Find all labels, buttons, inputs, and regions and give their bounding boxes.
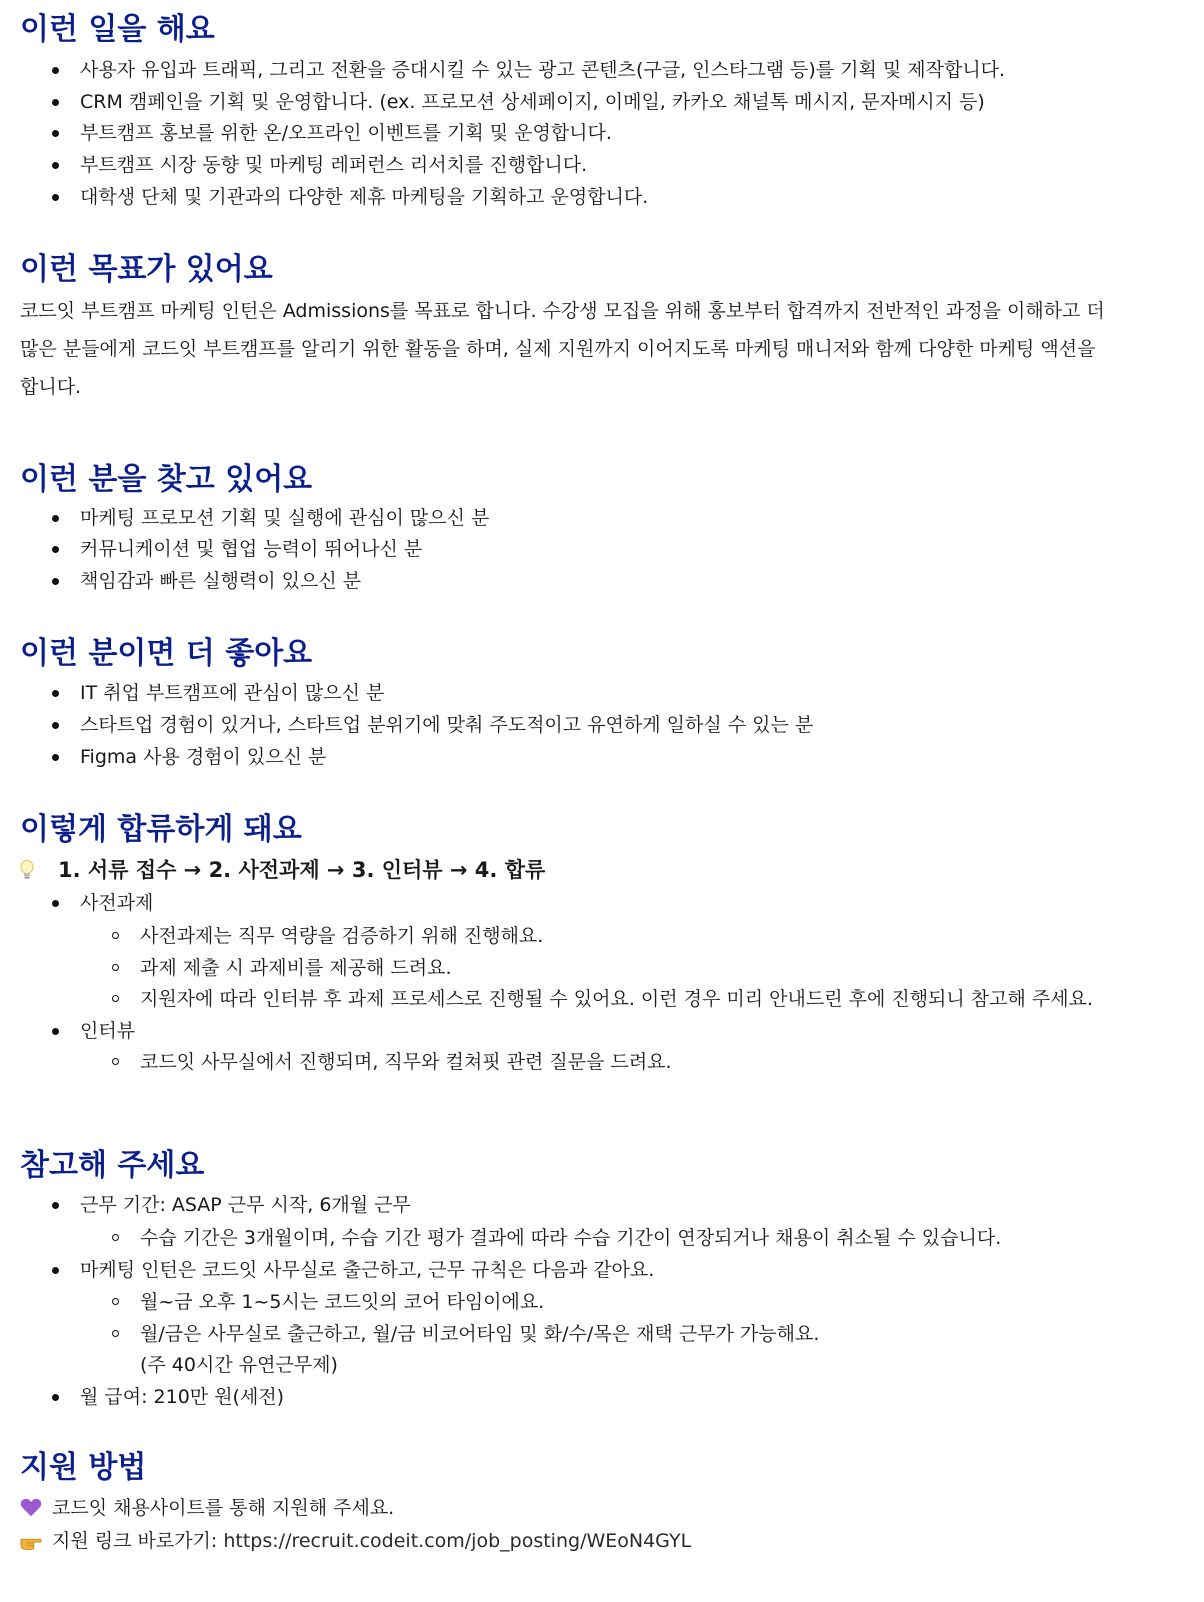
process-steps: 1. 서류 접수 → 2. 사전과제 → 3. 인터뷰 → 4. 합류	[20, 855, 545, 885]
circle-bullet-icon	[112, 1330, 119, 1337]
bullet-icon	[52, 690, 59, 697]
goal-line: 많은 분들에게 코드잇 부트캠프를 알리기 위한 활동을 하며, 실제 지원까지 이어지도록 마케팅 매니저와 함께 다양한 마케팅 액션을	[20, 338, 1096, 360]
circle-bullet-icon	[112, 1298, 119, 1305]
bullet-icon	[52, 194, 59, 201]
section-title-goal: 이런 목표가 있어요	[20, 252, 273, 287]
goal-paragraph	[20, 292, 1180, 406]
bullet-icon	[52, 67, 59, 74]
pointing-hand-icon	[20, 1532, 42, 1550]
section-title-apply: 지원 방법	[20, 1450, 147, 1485]
bullet-icon	[52, 900, 59, 907]
apply-link[interactable]: https://recruit.codeit.com/job_posting/WEoN4GYL	[223, 1530, 692, 1552]
bullet-icon	[52, 1394, 59, 1401]
goal-line: 코드잇 부트캠프 마케팅 인턴은 Admissions를 목표로 합니다. 수강생 모집을 위해 홍보부터 합격까지 전반적인 과정을 이해하고 더	[20, 300, 1105, 322]
section-title-seek: 이런 분을 찾고 있어요	[20, 462, 313, 497]
lightbulb-icon	[20, 860, 34, 880]
purple-heart-icon	[20, 1497, 42, 1517]
bullet-icon	[52, 1028, 59, 1035]
bullet-icon	[52, 1202, 59, 1209]
circle-bullet-icon	[112, 1058, 119, 1065]
apply-line-link: 지원 링크 바로가기: https://recruit.codeit.com/job_posting/WEoN4GYL	[20, 1528, 691, 1554]
section-title-plus: 이런 분이면 더 좋아요	[20, 636, 313, 671]
section-title-notes: 참고해 주세요	[20, 1148, 205, 1183]
circle-bullet-icon	[112, 964, 119, 971]
bullet-icon	[52, 515, 59, 522]
bullet-icon	[52, 1267, 59, 1274]
goal-line: 합니다.	[20, 376, 82, 398]
bullet-icon	[52, 130, 59, 137]
job-posting-page: 이런 일을 해요 사용자 유입과 트래픽, 그리고 전환을 증대시킬 수 있는 광고 콘텐츠(구글, 인스타그램 등)를 기획 및 제작합니다. CRM 캠페인을 기획 및 운영합니다. (ex. 프로모션 상세페이지, 이메일, 카카오 채널톡 메시지, 문자메시지 등) 부트캠프 홍보를 위한 온/오프라인 이벤트를 기획 및 운영합니다. 부트캠프 시장 동향 및 마케팅 레퍼런스 리서치를 진행합니다. 대학생 단체 및 기관과의 다양한 제휴 마케팅을 기획하고 운영합니다. 이런 목표가 있어요 코드잇 부트캠프 마케팅 인턴은 Admissions를 목표로 합니다. 수강생 모집을 위해 홍보부터 합격까지 전반적인 과정을 이해하고 더 많은 분들에게 코드잇 부트캠프를 알리기 위한 활동을 하며, 실제 지원까지 이어지도록 마케팅 매니저와 함께 다양한 마케팅 액션을 합니다. 이런 분을 찾고 있어요 마케팅 프로모션 기획 및 실행에 관심이 많으신 분 커뮤니케이션 및 협업 능력이 뛰어나신 분 책임감과 빠른 실행력이 있으신 분 이런 분이면 더 좋아요 IT 취업 부트캠프에 관심이 많으신 분 스타트업 경험이 있거나, 스타트업 분위기에 맞춰 주도적이고 유연하게 일하실 수 있는 분 Figma 사용 경험이 있으신 분 이렇게 합류하게 돼요 1. 서류 접수 → 2. 사전과제 → 3. 인터뷰 → 4. 합류 사전과제 사전과제는 직무 역량을 검증하기 위해 진행해요. 과제 제출 시 과제비를 제공해 드려요. 지원자에 따라 인터뷰 후 과제 프로세스로 진행될 수 있어요. 이런 경우 미리 안내드린 후에 진행되니 참고해 주세요. 인터뷰 코드잇 사무실에서 진행되며, 직무와 컬쳐핏 관련 질문을 드려요. 참고해 주세요 근무 기간: ASAP 근무 시작, 6개월 근무 수습 기간은 3개월이며, 수습 기간 평가 결과에 따라 수습 기간이 연장되거나 채용이 취소될 수 있습니다. 마케팅 인턴은 코드잇 사무실로 출근하고, 근무 규칙은 다음과 같아요. 월~금 오후 1~5시는 코드잇의 코어 타임이에요. 월/금은 사무실로 출근하고, 월/금 비코어타임 및 화/수/목은 재택 근무가 가능해요. (주 40시간 유연근무제) 월 급여: 210만 원(세전) 지원 방법 코드잇 채용사이트를 통해 지원해 주세요. 지원 링크 바로가기: https://recruit.codeit.com/job_posting/WEoN4GYL	[0, 0, 1204, 1602]
bullet-icon	[52, 578, 59, 585]
apply-line-site: 코드잇 채용사이트를 통해 지원해 주세요.	[20, 1495, 394, 1521]
circle-bullet-icon	[112, 932, 119, 939]
bullet-icon	[52, 546, 59, 553]
section-title-process: 이렇게 합류하게 돼요	[20, 812, 302, 847]
circle-bullet-icon	[112, 995, 119, 1002]
circle-bullet-icon	[112, 1234, 119, 1241]
bullet-icon	[52, 99, 59, 106]
bullet-icon	[52, 754, 59, 761]
bullet-icon	[52, 162, 59, 169]
section-title-work: 이런 일을 해요	[20, 12, 215, 47]
bullet-icon	[52, 722, 59, 729]
